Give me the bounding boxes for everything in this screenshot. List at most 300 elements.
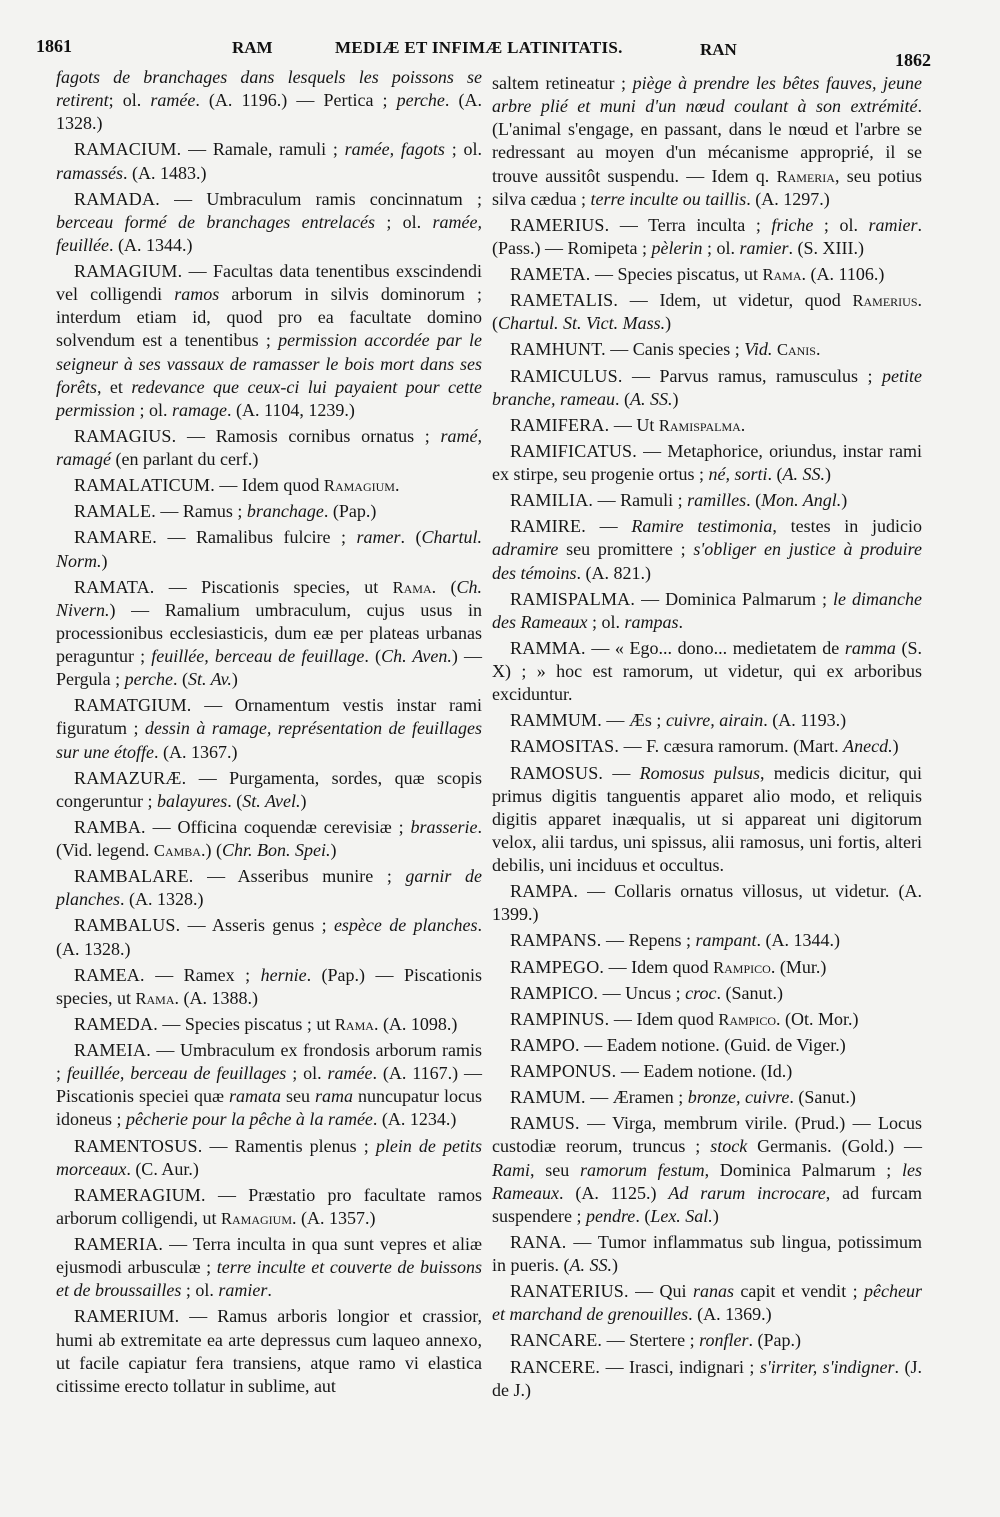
headword: RAMERIA. [74,1234,164,1254]
dictionary-entry [492,880,922,926]
french-gloss: fagots de branchages dans lesquels les poissons se retirent [56,67,482,111]
right-guide-word: RAN [700,40,737,59]
entry-text: — Ornamentum vestis instar rami figuratum ; [56,695,482,739]
french-gloss: berceau formé de branchages entrelacés [56,211,375,232]
dictionary-entry [492,762,922,878]
entry-text: . [740,414,746,435]
right-page-number: 1862 [895,50,931,70]
dictionary-entry [56,914,482,960]
entry-text: ) [665,313,672,334]
entry-text: . (A. 1344.) [108,234,193,255]
cross-reference: Rama [392,577,432,597]
entry-text: — Æs ; [601,710,666,731]
headword: RAMOSITAS. [510,736,620,757]
entry-text: — Parvus ramus, ramusculus ; [622,365,883,386]
entry-text: — Idem quod [604,956,714,977]
french-gloss: pêcheur et marchand de grenouilles [492,1281,923,1325]
entry-text: — Canis species ; [605,339,745,360]
french-gloss: friche [771,214,814,235]
entry-text: — Ramuli ; [593,490,688,511]
entry-text: . (Pass.) — Romipeta ; [492,214,922,258]
entry-text: . (A. 1193.) [763,710,847,731]
entry-text: . ( [746,490,762,511]
dictionary-entry [56,138,482,184]
entry-text: ) — Pergula ; [56,646,483,690]
headword: RANATERIUS. [510,1281,629,1302]
entry-text: — Ramalibus fulcire ; [156,527,357,548]
entry-text: . (A. 1328.) [56,915,483,959]
headword: RAMAZURÆ. [74,767,187,788]
headword: RAMPA. [510,881,579,902]
headword: RAMOSUS. [510,762,604,783]
entry-text: ; ol. [181,1280,219,1301]
french-gloss: ramée, feuillée [56,211,482,255]
entry-text: ; ol. [587,611,625,632]
running-header [0,0,1000,75]
entry-text: . ( [614,388,630,409]
french-gloss: ramé, ramagé [56,425,482,469]
headword: RAMERIUS. [510,214,610,235]
french-gloss: Vid. [744,339,773,360]
headword: RAMBALARE. [74,866,194,887]
entry-text: — Uncus ; [598,982,686,1003]
headword: RAMUM. [510,1087,586,1108]
entry-text: — Piscationis species, ut [154,576,393,597]
entry-text: . (A. 1196.) — Pertica ; [195,90,397,111]
entry-text: . [815,339,821,360]
headword: RAMERAGIUM. [74,1184,206,1205]
french-gloss: rampant [695,930,757,951]
french-gloss: les Rameaux [492,1159,923,1203]
entry-text: — Purgamenta, sordes, quæ scopis congeruntur ; [56,767,482,811]
dictionary-entry [492,588,922,634]
french-gloss: croc [685,982,717,1003]
entry-text: ; ol. [444,139,482,160]
entry-text: . (L'animal s'engage, en passant, dans le nœud et l'arbre se redressant au moyen d'un mécanisme approprié, il se trouve aussitôt suspendu. — Idem q. [492,96,922,186]
entry-text: ) [611,1255,618,1275]
cross-reference: Rama [135,988,175,1008]
entry-text: — Irasci, indignari ; [600,1356,760,1377]
entry-text: — Repens ; [601,930,696,951]
left-column [56,66,482,1401]
headword: RAMETALIS. [510,290,619,311]
french-gloss: Chr. Bon. Spei. [221,840,331,860]
french-gloss: Ramire testimonia [631,516,773,537]
french-gloss: pêcherie pour la pêche à la ramée [126,1109,373,1130]
dictionary-entry [56,865,482,911]
french-gloss: ramer [356,527,401,548]
entry-text: ) [300,790,307,811]
entry-text: — Species piscatus, ut [590,264,763,284]
french-gloss: petite branche, rameau [492,365,922,409]
french-gloss: stock [710,1136,748,1157]
entry-text: arborum in silvis dominorum ; interdum etiam id, quod pro ea facultate domino solvendum est a tenentibus ; [56,284,482,351]
dictionary-entry [492,929,922,952]
entry-continuation [492,72,922,211]
cross-reference: Ramerius [852,291,918,311]
french-gloss: le dimanche des Rameaux [492,588,923,632]
entry-text: — Ramex ; [144,964,261,985]
french-gloss: ramorum festum [579,1159,705,1180]
entry-text: — [585,516,632,537]
french-gloss: ramée [150,90,196,111]
headword: RAMHUNT. [510,339,606,360]
entry-text: ; ol. [374,211,433,232]
entry-text: . (A. 1328.) [56,90,482,134]
entry-text: . ( [767,464,783,484]
french-gloss: piège à prendre les bêtes fauves, jeune arbre plié et muni d'un nœud coulant à son extrémité [492,73,922,117]
dictionary-entry [56,964,482,1010]
entry-text: . ( [635,1205,651,1226]
dictionary-entry [492,515,922,584]
headword: RAMACIUM. [74,139,182,160]
entry-text: — Idem quod [214,475,324,496]
entry-text: . ( [172,669,188,690]
entry-text: ; ol. [108,90,151,111]
entry-text: . ( [227,790,243,811]
french-gloss: dessin à ramage, représentation de feuillages sur une étoffe [56,718,482,762]
entry-text: — Præstatio pro facultate ramos arborum colligendi, ut [56,1184,482,1228]
entry-text: , et [97,376,132,397]
dictionary-entry [56,1135,482,1181]
french-gloss: ramier [739,237,789,258]
french-gloss: ramassés [56,162,124,183]
entry-text: ; ol. [813,214,869,235]
french-gloss: hernie [260,964,307,985]
entry-text: capit et vendit ; [733,1281,865,1302]
entry-text: ) [892,736,899,757]
cross-reference: Ramispalma [658,415,741,435]
entry-continuation [56,66,482,135]
headword: RAMPICO. [510,982,599,1003]
headword: RAMEIA. [74,1040,151,1060]
french-gloss: Romosus pulsus [639,762,760,783]
entry-text: . (Sanut.) [716,982,783,1003]
dictionary-entry [56,425,482,471]
entry-text: seu promittere ; [558,539,694,560]
entry-text: — Ut [609,414,659,435]
headword: RAMIRE. [510,516,586,537]
french-gloss: s'obliger en justice à produire des témoins [492,539,922,583]
entry-text: — Asseris genus ; [180,915,334,936]
entry-text: . (Sanut.) [789,1087,856,1108]
headword: RAMPEGO. [510,956,605,977]
cross-reference: Ramagium [323,476,395,496]
french-gloss: Ad rarum incrocare [668,1182,826,1203]
headword: RAMIFICATUS. [510,440,637,461]
french-gloss: feuillée, berceau de feuillages [66,1063,287,1084]
entry-text: . ( [364,646,382,666]
headword: RAMPONUS. [510,1061,617,1081]
entry-text: . (A. 1106.) [801,264,885,284]
entry-text: — Umbraculum ex frondosis arborum ramis ; [56,1040,482,1084]
entry-text: — Ramosis cornibus ornatus ; [176,425,441,446]
french-gloss: redevance que ceux-ci lui payaient pour cette permission [56,376,482,420]
headword: RAMARE. [74,527,157,548]
entry-text: — Idem, ut videtur, quod [618,290,853,311]
entry-text: . (A. 821.) [576,562,651,583]
french-gloss: branchage [246,501,324,522]
headword: RAMISPALMA. [510,588,636,609]
entry-text: — Virga, membrum virile. (Prud.) — Locus custodiæ reorum, truncus ; [492,1113,922,1157]
dictionary-entry [492,956,922,979]
entry-text: . (Pap.) [748,1330,801,1351]
headword: RAMBALUS. [74,915,181,936]
french-gloss: terre inculte et couverte de buissons et de broussailles [56,1257,482,1301]
headword: RAMAGIUS. [74,425,177,446]
dictionary-entry [56,1305,482,1398]
entry-text: . ( [431,576,457,597]
french-gloss: ramée, fagots [344,139,445,160]
dictionary-entry [56,188,482,257]
entry-text: . (A. 1167.) — Piscationis speciei quæ [56,1063,482,1107]
dictionary-entry [492,414,922,437]
french-gloss: ramier [218,1280,268,1301]
dictionary-entry [492,1034,922,1057]
dictionary-entry [492,214,922,260]
headword: RAMEDA. [74,1013,158,1034]
entry-text: ; ol. [702,237,740,258]
french-gloss: St. Avel. [242,790,301,811]
entry-text: ) [231,669,238,690]
entry-text: ) [330,840,337,860]
french-gloss: ramée [327,1063,373,1084]
cross-reference: Camba [153,841,201,860]
french-gloss: A. SS. [782,464,825,484]
left-page-number: 1861 [36,36,72,56]
french-gloss: Lex. Sal. [650,1205,713,1226]
dictionary-entry [492,1086,922,1109]
entry-text: — Collaris ornatus villosus, ut videtur. (A. 1399.) [492,881,922,925]
cross-reference: Rampico [713,957,771,977]
entry-text: . (A. 1367.) [153,741,238,762]
headword: RANA. [510,1231,567,1252]
headword: RAMEA. [74,964,145,985]
headword: RAMERIUM. [74,1306,180,1327]
entry-text: . (A. 1369.) [688,1304,772,1325]
dictionary-entry [492,338,922,361]
entry-text: . ( [492,290,922,334]
dictionary-entry [492,1329,922,1352]
french-gloss: ranas [692,1281,734,1302]
headword: RAMMUM. [510,710,602,731]
entry-text: . (J. de J.) [492,1356,923,1400]
french-gloss: adramire [492,539,559,560]
headword: RAMUS. [510,1113,580,1134]
entry-text: — Ramentis plenus ; [202,1135,376,1156]
dictionary-entry [492,489,922,512]
dictionary-entry [492,637,922,706]
entry-text: . (Ot. Mor.) [776,1008,859,1029]
cross-reference: Canis [776,340,816,360]
dictionary-entry [492,735,922,758]
entry-text: — Species piscatus ; ut [157,1013,335,1034]
french-gloss: permission accordée par le seigneur à ses vassaux de ramasser le bois mort dans ses forêts [56,330,483,397]
entry-text: . (A. 1344.) [756,930,840,951]
entry-text: , testes in judicio [772,516,923,537]
headword: RAMETA. [510,264,591,284]
entry-text: . (Pap.) [323,501,377,522]
entry-text: . [267,1280,272,1301]
headword: RANCERE. [510,1356,601,1377]
entry-text: — Qui [628,1281,693,1302]
headword: RAMPO. [510,1034,580,1055]
entry-text: — Ramus ; [155,501,247,522]
dictionary-entry [492,1060,922,1083]
entry-text: . (A. 1234.) [372,1109,457,1130]
french-gloss: plein de petits morceaux [56,1135,482,1179]
dictionary-entry [492,1008,922,1031]
french-gloss: Ch. Nivern. [56,576,482,620]
entry-text: . (A. 1357.) [292,1207,376,1228]
dictionary-entry [56,500,482,523]
entry-text: . (Vid. legend. [56,816,482,860]
right-column [492,72,922,1405]
headword: RAMILIA. [510,490,594,511]
french-gloss: perche [124,669,173,690]
entry-text: — Eadem notione. (Guid. de Viger.) [579,1034,846,1055]
french-gloss: terre inculte ou taillis [590,188,747,209]
headword: RAMENTOSUS. [74,1135,203,1156]
entry-text: seu [281,1086,316,1107]
entry-text: . (A. 1297.) [746,188,830,209]
entry-text: . (C. Aur.) [126,1158,199,1179]
entry-text: — Æramen ; [585,1087,688,1108]
headword: RAMADA. [74,188,160,209]
entry-text: — Terra inculta in qua sunt vepres et aliæ ejusmodi arbusculæ ; [56,1234,482,1278]
entry-text: . (A. 1388.) [174,987,259,1008]
entry-text: — « Ego... dono... medietatem de [585,637,845,658]
entry-text: . (A. 1125.) [558,1182,669,1203]
entry-text: ) — Ramalium umbraculum, cujus usus in processionibus ecclesiasticis, dum eæ per plateas urbanas peraguntur ; [56,599,482,666]
headword: RAMATA. [74,576,155,597]
entry-text: .) ( [200,840,222,860]
entry-text: . (Pap.) — Piscationis species, ut [56,964,482,1008]
entry-text: — Dominica Palmarum ; [635,588,834,609]
french-gloss: s'irriter, s'indigner [759,1356,895,1377]
dictionary-entry [56,1184,482,1230]
entry-text: ) [841,490,848,511]
french-gloss: ronfler [699,1330,749,1351]
cross-reference: Ramagium [220,1208,293,1228]
entry-text: . ( [400,527,422,548]
headword: RAMAGIUM. [74,261,183,281]
dictionary-entry [56,474,482,497]
french-gloss: bronze, cuivre [687,1087,790,1108]
entry-text: ) [672,388,679,409]
entry-text: . (S. XIII.) [788,237,864,258]
entry-text: ; ol. [135,399,173,420]
french-gloss: ramos [174,284,220,305]
entry-text: . (A. 1483.) [123,162,207,183]
dictionary-entry [56,816,482,862]
entry-text: ) [824,464,831,484]
entry-text: — Ramus arboris longior et crassior, humi ab extremitate ea arte depressus cum laqueo annexo, ut facile capiatur fera transiens, atque ramo vi elastica citissime erecto tollatur in sublime, aut [56,1306,482,1396]
french-gloss: ramma [844,637,896,658]
entry-text: . (Mur.) [770,956,827,977]
french-gloss: cuivre, airain [665,710,764,731]
entry-text: Germanis. (Gold.) — [747,1136,922,1157]
entry-text: — Ramale, ramuli ; [181,139,345,160]
french-gloss: Rami [492,1159,530,1180]
dictionary-entry [56,1233,482,1302]
entry-text: (S. X) ; » hoc est ramorum, ut videtur, qui ex arboribus exciduntur. [492,637,922,705]
dictionary-entry [56,767,482,813]
entry-text: — Terra inculta ; [609,214,772,235]
french-gloss: pendre [585,1205,636,1226]
french-gloss: balayures [156,790,228,811]
entry-text: nuncupatur locus idoneus ; [56,1086,483,1130]
entry-text: , ad furcam suspendere ; [492,1182,922,1226]
french-gloss: brasserie [410,816,478,837]
dictionary-entry [56,526,482,572]
entry-text: — Asseribus munire ; [193,866,406,887]
entry-text: — Tumor inflammatus sub lingua, potissimum in pueris. ( [492,1231,922,1275]
dictionary-entry [492,709,922,732]
french-gloss: ramilles [687,490,747,511]
dictionary-entry [56,1013,482,1036]
french-gloss: Anecd. [843,736,893,757]
entry-text: (en parlant du cerf.) [111,449,259,469]
cross-reference: Rameria [776,166,835,186]
entry-text: . [678,611,683,632]
headword: RAMMA. [510,637,586,658]
french-gloss: feuillée, berceau de feuillage [151,646,365,666]
headword: RAMALATICUM. [74,475,215,496]
running-title: MEDIÆ ET INFIMÆ LATINITATIS. [335,38,623,57]
dictionary-entry [492,1280,922,1326]
dictionary-entry [492,1112,922,1228]
headword: RAMICULUS. [510,365,623,386]
cross-reference: Rampico [718,1009,777,1029]
entry-text: , seu potius silva cædua ; [492,165,922,209]
french-gloss: Chartul. Norm. [56,527,482,571]
french-gloss: rampas [624,611,679,632]
entry-text: , Dominica Palmarum ; [704,1159,903,1180]
entry-text: . (A. 1328.) [119,889,204,910]
entry-text: — Facultas data tenentibus exscindendi vel colligendi [56,261,482,305]
headword: RAMALE. [74,501,156,522]
french-gloss: espèce de planches [333,915,478,936]
french-gloss: rama [315,1086,354,1107]
entry-text: , medicis dicitur, qui primus digitis tanguentis apparet alio modo, et reliquis digitis apparet inæqualis, ut si appareat uni digitorum velox, alii tardus, uni spissus, alii ramosus, uni fortis, alteri debilis, uni inciduus et occultus. [492,762,922,875]
french-gloss: ramier [868,214,918,235]
cross-reference: Rama [762,265,802,284]
left-guide-word: RAM [232,38,273,57]
headword: RAMIFERA. [510,414,610,435]
headword: RAMPINUS. [510,1008,610,1029]
entry-text: . (A. 1104, 1239.) [227,399,355,420]
entry-text: — Officina coquendæ cerevisiæ ; [145,816,411,837]
headword: RAMPANS. [510,930,602,951]
dictionary-entry [492,263,922,286]
dictionary-entry [56,260,482,422]
entry-text: ) [712,1205,719,1226]
entry-text: — Stertere ; [602,1330,700,1351]
cross-reference: Rama [334,1014,374,1034]
entry-text: . [394,475,400,496]
dictionary-entry [492,1356,922,1402]
entry-text: — Idem quod [609,1008,719,1029]
entry-text: — [603,762,640,783]
french-gloss: A. SS. [629,388,673,409]
dictionary-entry [492,982,922,1005]
entry-text: saltem retineatur ; [492,73,633,93]
french-gloss: perche [396,90,445,111]
french-gloss: pèlerin [651,237,703,258]
french-gloss: A. SS. [569,1255,612,1275]
headword: RAMATGIUM. [74,695,192,716]
